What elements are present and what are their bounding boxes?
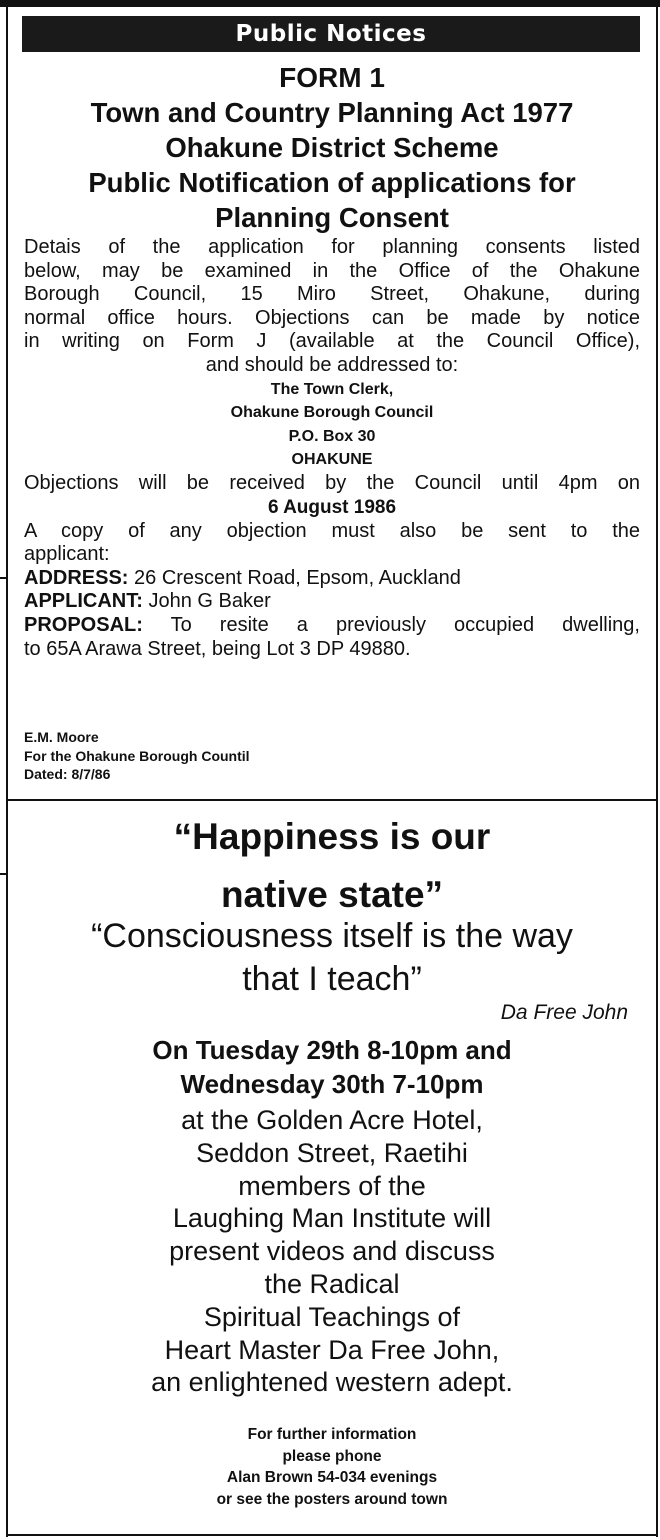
copy-line: applicant:	[24, 543, 110, 566]
schedule-line: Wednesday 30th 7-10pm	[180, 1069, 484, 1099]
proposal-line: to 65A Arawa Street, being Lot 3 DP 49880.	[24, 637, 411, 660]
notice-date: Dated: 8/7/86	[24, 766, 111, 782]
notice-heading	[14, 60, 650, 235]
quote-line: “Consciousness itself is the way	[91, 917, 573, 955]
address-value: 26 Crescent Road, Epsom, Auckland	[128, 566, 461, 589]
signature-block	[24, 728, 250, 784]
adjacent-column-rule	[0, 577, 8, 579]
details-line: the Radical	[264, 1268, 400, 1299]
signatory-for: For the Ohakune Borough Countil	[24, 747, 250, 764]
applicant-label: APPLICANT:	[24, 590, 143, 613]
addressed-to: and should be addressed to:	[205, 353, 459, 376]
clerk-line: OHAKUNE	[291, 451, 373, 469]
details-line: present videos and discuss	[169, 1236, 495, 1267]
column-left-rule	[6, 7, 8, 1537]
quote-author: Da Free John	[500, 1001, 628, 1024]
contact-info	[14, 1424, 650, 1510]
section-divider	[6, 799, 658, 801]
notice-body	[24, 236, 640, 661]
details-line: normal office hours. Objections can be made by notice	[24, 306, 640, 329]
objections-line: Objections will be received by the Council until 4pm on	[24, 471, 640, 494]
headline-quote	[14, 808, 650, 924]
contact-line: For further information	[247, 1426, 417, 1443]
details-line: Heart Master Da Free John,	[164, 1334, 500, 1365]
headline-line: “Happiness is our	[173, 816, 491, 857]
proposal-row	[24, 614, 640, 638]
contact-line: or see the posters around town	[216, 1490, 448, 1508]
signatory-name: E.M. Moore	[24, 729, 99, 745]
proposal-label: PROPOSAL:	[24, 613, 143, 636]
notice-title-line: Public Notification of applications for	[88, 167, 576, 198]
contact-line: Alan Brown 54-034 evenings	[226, 1469, 438, 1486]
scheme-title: Ohakune District Scheme	[165, 132, 499, 163]
page-top-rule	[0, 0, 660, 7]
address-row	[24, 567, 640, 591]
applicant-row	[24, 590, 640, 614]
details-line: Seddon Street, Raetihi	[196, 1137, 468, 1168]
column-right-rule	[656, 7, 658, 1537]
applicant-value: John G Baker	[142, 590, 271, 613]
details-line: members of the	[238, 1170, 426, 1201]
adjacent-column-rule	[0, 873, 8, 875]
form-number: FORM 1	[279, 62, 385, 93]
details-line: below, may be examined in the Office of the Ohakune	[24, 259, 640, 282]
clerk-line: The Town Clerk,	[270, 380, 394, 398]
quote-line: that I teach”	[242, 960, 422, 998]
clerk-line: P.O. Box 30	[288, 427, 376, 445]
details-line: Spiritual Teachings of	[203, 1301, 461, 1332]
section-banner: Public Notices	[22, 16, 640, 52]
details-line: in writing on Form J (available at the Council Office),	[24, 330, 640, 353]
proposal-value: To resite a previously occupied dwelling,	[142, 613, 640, 636]
event-details	[14, 1104, 650, 1399]
column-bottom-rule	[6, 1534, 658, 1536]
address-label: ADDRESS:	[24, 566, 129, 589]
event-schedule	[14, 1033, 650, 1101]
act-title: Town and Country Planning Act 1977	[90, 97, 574, 128]
clerk-line: Ohakune Borough Council	[230, 404, 434, 422]
notice-title-line: Planning Consent	[215, 202, 449, 233]
schedule-line: On Tuesday 29th 8-10pm and	[152, 1035, 512, 1065]
headline-line: native state”	[220, 874, 444, 915]
deadline-date: 6 August 1986	[267, 496, 397, 518]
contact-line: please phone	[282, 1447, 382, 1465]
secondary-quote	[14, 915, 650, 1001]
details-line: Borough Council, 15 Miro Street, Ohakune, during	[24, 283, 640, 306]
details-line: at the Golden Acre Hotel,	[181, 1105, 483, 1135]
details-line: Laughing Man Institute will	[172, 1203, 492, 1234]
details-line: an enlightened western adept.	[151, 1367, 513, 1398]
copy-line: A copy of any objection must also be sent to the	[24, 519, 640, 542]
details-line: Detais of the application for planning consents listed	[24, 236, 640, 258]
